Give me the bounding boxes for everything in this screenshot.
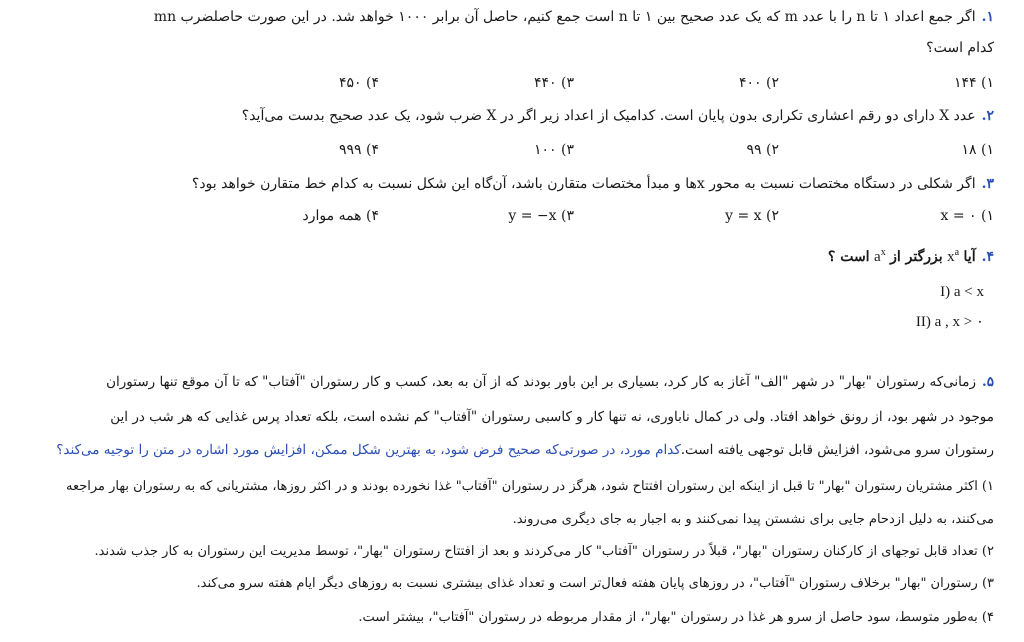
q4-condition-2 [0,312,984,332]
q1-line-2 [0,38,994,58]
q3-option-1[interactable]: ۱) x = ۰ [940,208,994,224]
q3-number: ۳. [981,176,994,192]
q2-option-1[interactable]: ۱) ۱۸ [961,142,994,158]
q4-condition-1-text: I) a < x [940,284,984,300]
q5-option-1-text: ۱) اکثر مشتریان رستوران "بهار" تا قبل از اینکه این رستوران افتتاح شود، هرگز در رستوران "آفتاب" غذا نخورده بودند و در اکثر روزها، مشتریانی که به رستوران بهار مراجعه [65,479,994,494]
q4-base-1: x [947,249,955,265]
q4-number: ۴. [981,249,994,265]
q4-condition-2-text: II) a , x > ۰ [915,314,984,330]
q5-option-1-cont[interactable] [0,510,994,530]
q2-option-2[interactable]: ۲) ۹۹ [746,142,779,158]
q4-exp-1: a [954,247,960,258]
q2-options [4,142,994,162]
q4-prefix: آیا [963,249,976,265]
q2-text: عدد X دارای دو رقم اعشاری تکراری بدون پایان است. کدامیک از اعداد زیر اگر در X ضرب شود، یک عدد صحیح بدست می‌آید؟ [241,108,976,124]
q5-option-2-text: ۲) تعداد قابل توجهای از کارکنان رستوران "بهار"، قبلاً در رستوران "آفتاب" کار می‌کردند و بعد از افتتاح رستوران "بهار"، توسط مدیریت این رستوران به کار جذب شدند. [94,544,994,559]
q3-options [4,208,994,228]
q5-option-3[interactable] [0,574,994,594]
q4-term-2 [874,249,886,265]
q4-line [0,243,994,267]
q1-option-2[interactable]: ۲) ۴۰۰ [738,75,779,91]
q1-text: اگر جمع اعداد ۱ تا n را با عدد m که یک عدد صحیح بین ۱ تا n است جمع کنیم، حاصل آن برابر ۱۰۰۰ خواهد شد. در این صورت حاصلضرب mn [153,9,976,25]
q5-number: ۵. [982,374,994,390]
q5-text-1: زمانی‌که رستوران "بهار" در شهر "الف" آغاز به کار کرد، بسیاری بر این باور بودند که از آن به بعد، کسب و کار رستوران "آفتاب" که تا آن موقع تنها رستوران [106,374,977,390]
q4-suffix: است ؟ [827,249,870,265]
q5-option-1-text-cont: می‌کنند، به دلیل ازدحام جایی برای نشستن پیدا نمی‌کنند و به اجبار به جای دیگری می‌روند. [512,512,994,527]
q5-option-4[interactable] [0,608,994,628]
q1-line-1 [0,7,994,27]
q2-option-4[interactable]: ۴) ۹۹۹ [338,142,379,158]
q5-line-2 [0,407,994,427]
q5-line-3 [0,440,994,460]
q3-option-4[interactable]: ۴) همه موارد [302,208,379,224]
q4-condition-1 [0,282,984,302]
q3-option-2[interactable]: ۲) y = x [725,208,779,224]
q5-text-3: رستوران سرو می‌شود، افزایش قابل توجهی یافته است. [680,442,994,458]
q4-term-1 [947,249,959,265]
q5-option-4-text: ۴) به‌طور متوسط، سود حاصل از سرو هر غذا در رستوران "بهار"، از مقدار مربوطه در رستوران "آفتاب"، بیشتر است. [358,610,994,625]
q1-number: ۱. [981,9,994,25]
q1-option-3[interactable]: ۳) ۴۴۰ [533,75,574,91]
q2-option-3[interactable]: ۳) ۱۰۰ [533,142,574,158]
q1-option-1[interactable]: ۱) ۱۴۴ [953,75,994,91]
q3-line [0,174,994,194]
q1-text-continued: کدام است؟ [926,40,994,56]
q5-option-2[interactable] [0,542,994,562]
q4-exp-2: x [880,247,886,258]
q1-options [4,75,994,95]
q4-mid: بزرگتر از [890,249,943,265]
q5-line-1 [0,372,994,392]
q3-option-3[interactable]: ۳) y = −x [508,208,574,224]
q5-option-1[interactable] [0,477,994,497]
q5-text-2: موجود در شهر بود، از رونق خواهد افتاد. ولی در کمال ناباوری، نه تنها کار و کاسبی رستوران "آفتاب" کم نشده است، بلکه تعداد پرس غذایی که هر شب در این [110,409,994,425]
q2-number: ۲. [981,108,994,124]
q1-option-4[interactable]: ۴) ۴۵۰ [338,75,379,91]
q2-line [0,106,994,126]
q3-text: اگر شکلی در دستگاه مختصات نسبت به محور xها و مبدأ مختصات متقارن باشد، آن‌گاه این شکل نسبت به کدام خط متقارن خواهد بود؟ [191,176,976,192]
q5-option-3-text: ۳) رستوران "بهار" برخلاف رستوران "آفتاب"، در روزهای پایان هفته فعال‌تر است و تعداد غذای بیشتری نسبت به روزهای دیگر ایام هفته سرو می‌کند. [196,576,994,591]
q4-base-2: a [874,249,881,265]
q5-question-prompt: کدام مورد، در صورتی‌که صحیح فرض شود، به بهترین شکل ممکن، افزایش مورد اشاره در متن را توجیه می‌کند؟ [56,442,681,458]
